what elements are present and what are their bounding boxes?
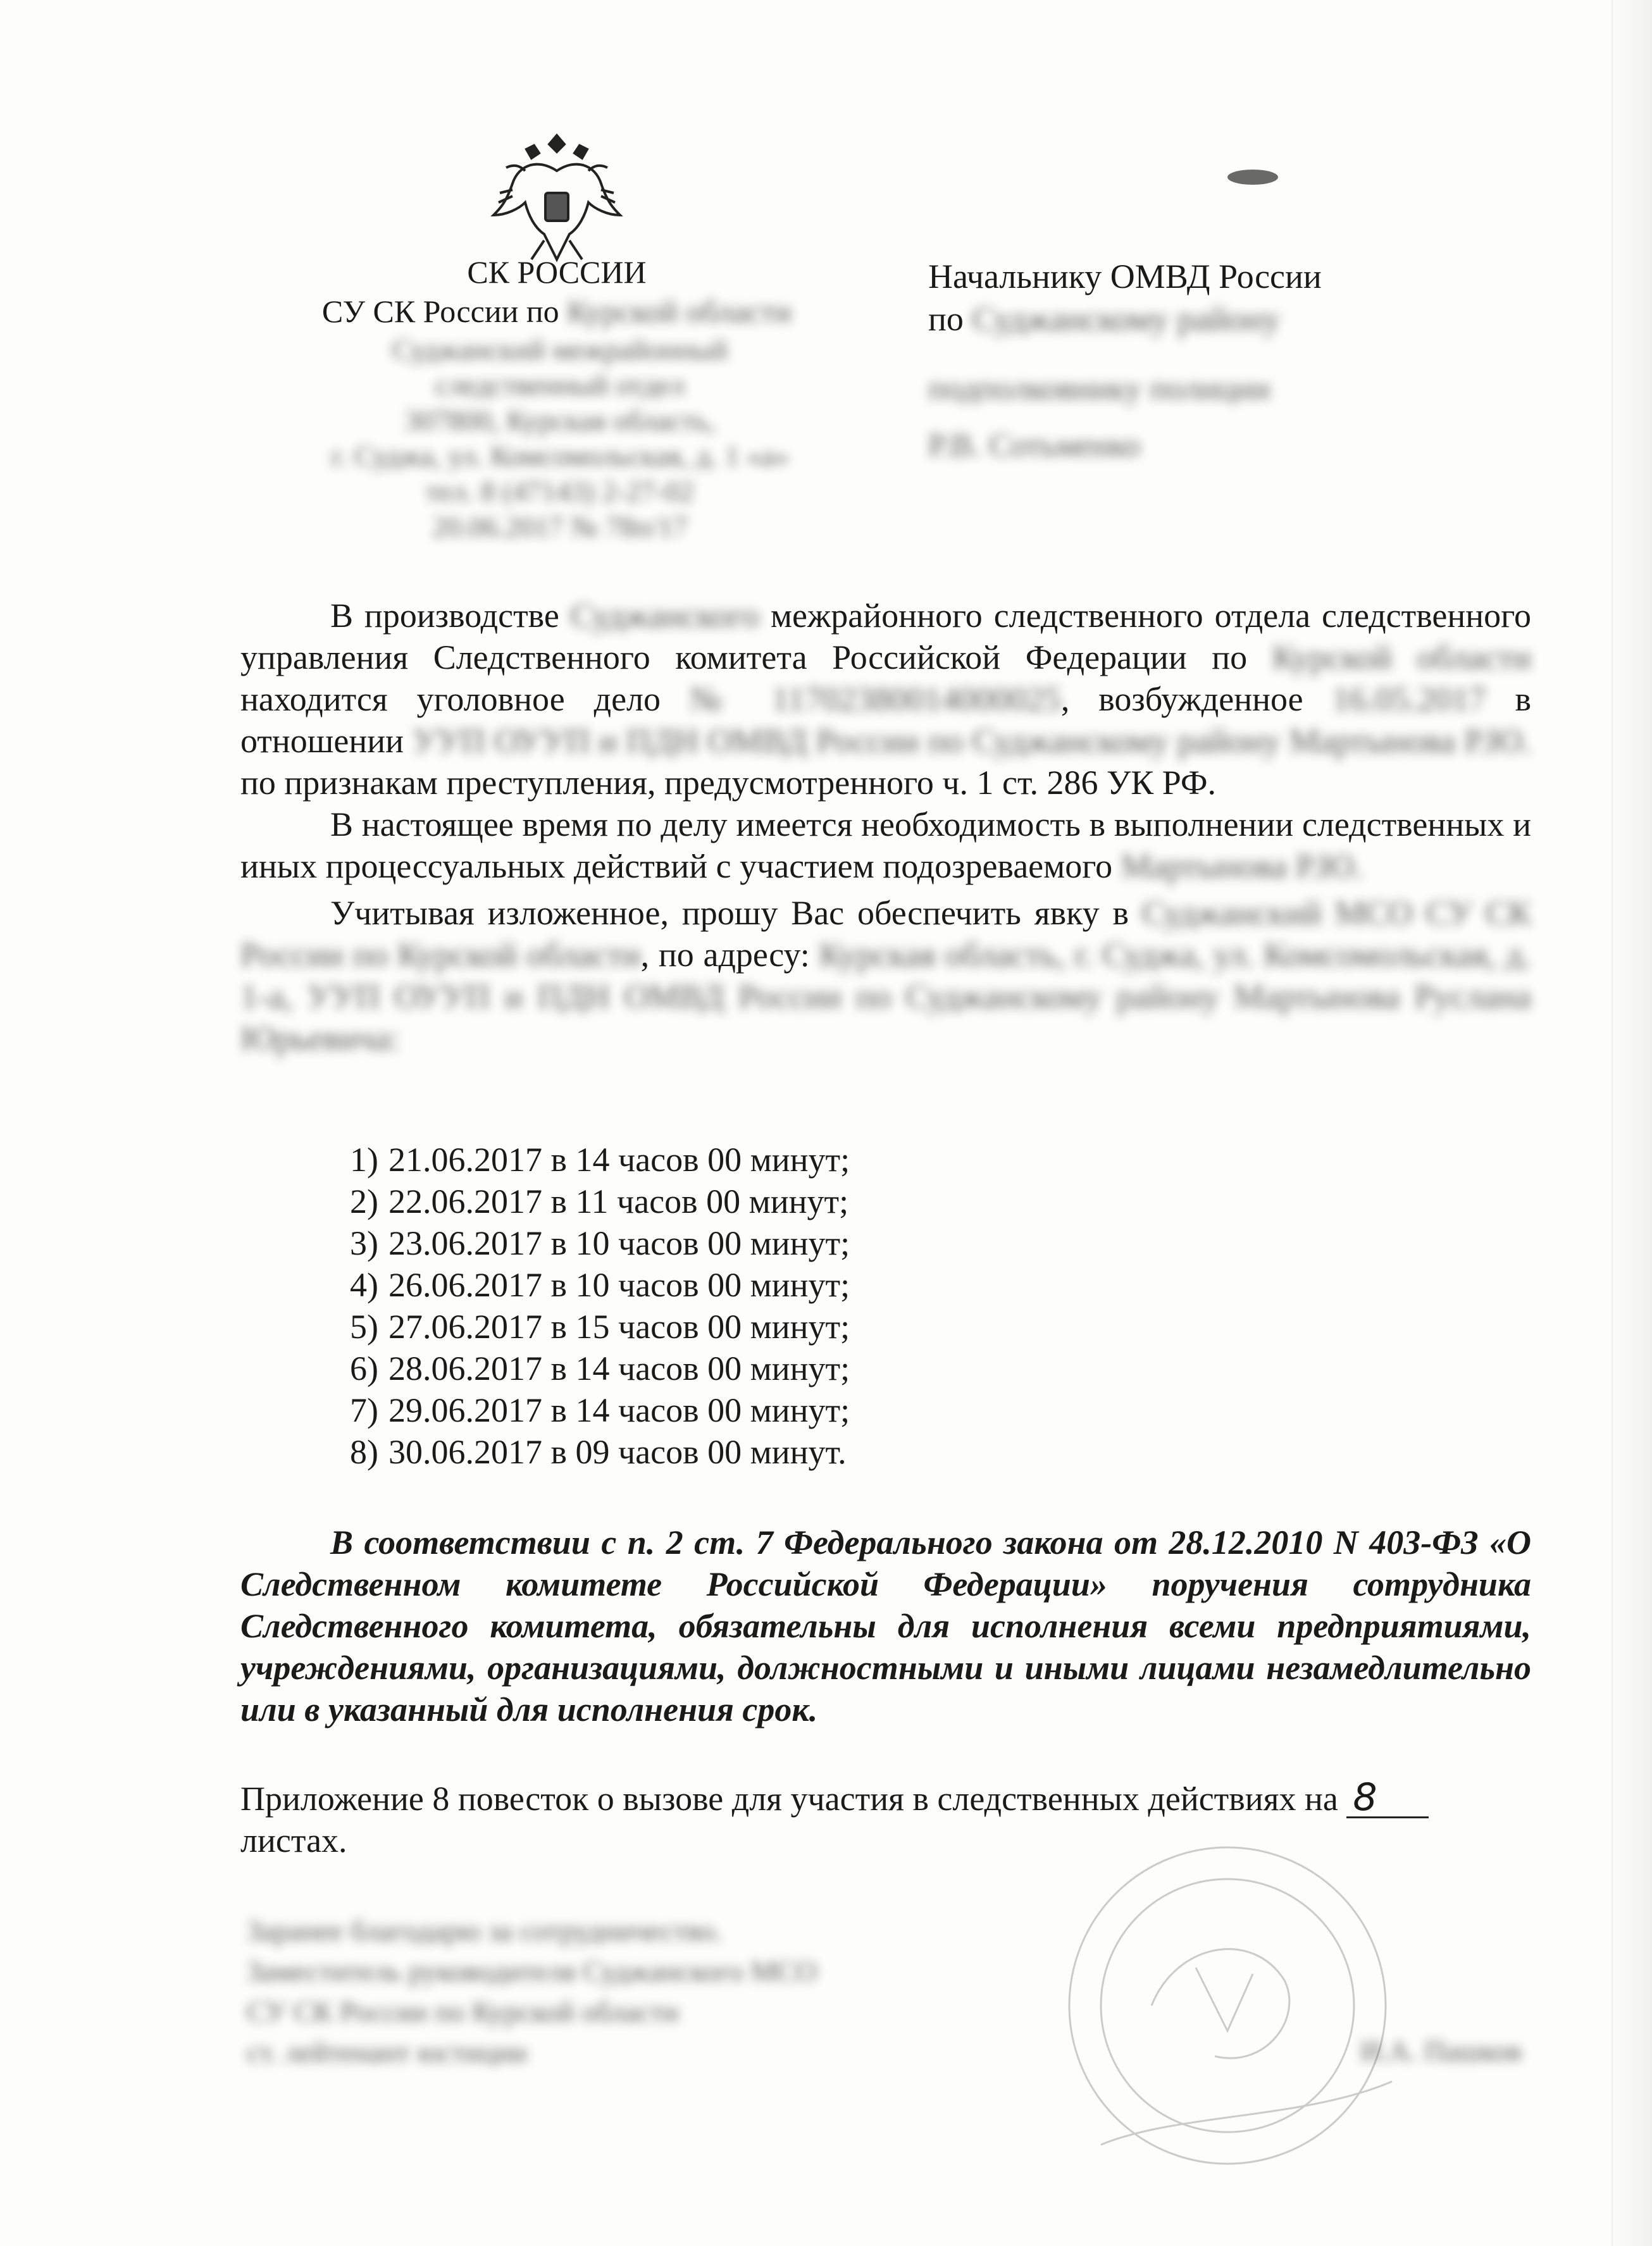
addressee-title: Начальнику ОМВД России	[928, 257, 1322, 295]
list-item: 5) 27.06.2017 в 15 часов 00 минут;	[350, 1308, 850, 1346]
org-title: СК РОССИИ	[467, 254, 647, 290]
list-item: 2) 22.06.2017 в 11 часов 00 минут;	[350, 1182, 849, 1220]
list-item: 7) 29.06.2017 в 14 часов 00 минут;	[350, 1391, 850, 1429]
signature-block-redacted: Заранее благодарю за сотрудничество. Заместитель руководителя Суджанского МСО СУ СК России по Курской области ст. лейтенант юстиции	[247, 1914, 817, 2068]
org-subtitle-redacted: Курской области	[567, 294, 792, 329]
list-item: 1) 21.06.2017 в 14 часов 00 минут;	[350, 1141, 850, 1179]
org-details-redacted	[316, 332, 804, 545]
addressee-region	[928, 299, 1280, 339]
page-edge-line	[1612, 0, 1613, 2246]
paragraph-case: В производстве Суджанского межрайонного следственного отдела следственного управления Следственного комитета Российской Федерации по Курской области находится уголовное дело № 11702380014000025, возбужденное 16.05.2017 в отношении УУП ОУУП и ПДН ОМВД России по Суджанскому району Мартынова Р.Ю. по признакам преступления, предусмотренного ч. 1 ст. 286 УК РФ.	[240, 597, 1532, 802]
coat-of-arms-emblem	[487, 133, 626, 269]
signer-name-redacted: И.А. Пашков	[1360, 2035, 1522, 2067]
addressee-rank: подполковнику полиции	[928, 371, 1270, 407]
handwritten-sheet-count: 8	[1346, 1778, 1429, 1818]
org-subtitle	[272, 292, 842, 330]
ink-smudge-mark	[1221, 164, 1284, 190]
page-edge-shadow	[1608, 0, 1652, 2246]
list-item: 3) 23.06.2017 в 10 часов 00 минут;	[350, 1224, 850, 1262]
org-detail-line: Суджанский межрайонный	[392, 333, 728, 366]
addressee-name: Р.В. Сотьменко	[928, 428, 1140, 464]
addressee-region-prefix: по	[928, 300, 964, 338]
list-item: 8) 30.06.2017 в 09 часов 00 минут.	[350, 1433, 847, 1471]
addressee-region-redacted: Суджанскому району	[972, 300, 1281, 338]
addressee-name-redacted	[928, 361, 1270, 475]
org-detail-line: 307800, Курская область,	[404, 404, 716, 437]
org-detail-line: следственный отдел	[435, 369, 685, 401]
paragraph-necessity: В настоящее время по делу имеется необходимость в выполнении следственных и иных процессуальных действий с участием подозреваемого Мартынова Р.Ю.	[240, 805, 1531, 885]
paragraph-request: Учитывая изложенное, прошу Вас обеспечить явку в Суджанский МСО СУ СК России по Курской области, по адресу: Курская область, г. Суджа, ул. Комсомольская, д. 1-а, УУП ОУУП и ПДН ОМВД России по Суджанскому району Мартынова Руслана Юрьевича:	[240, 894, 1532, 1057]
org-detail-line: 20.06.2017 № 78п/17	[432, 511, 688, 543]
schedule-list	[329, 1139, 850, 1473]
legal-notice: В соответствии с п. 2 ст. 7 Федерального закона от 28.12.2010 N 403-ФЗ «О Следственном комитете Российской Федерации» поручения сотрудника Следственного комитета, обязательны для исполнения всеми предприятиями, учреждениями, организациями, должностными и иными лицами незамедлительно или в указанный для исполнения срок.	[240, 1523, 1531, 1728]
list-item: 6) 28.06.2017 в 14 часов 00 минут;	[350, 1349, 850, 1387]
org-detail-line: г. Суджа, ул. Комсомольская, д. 1 «а»	[331, 440, 789, 472]
appendix-note: Приложение 8 повесток о вызове для участия в следственных действиях на 8 листах.	[240, 1778, 1569, 1861]
org-subtitle-prefix: СУ СК России по	[321, 294, 559, 329]
list-item: 4) 26.06.2017 в 10 часов 00 минут;	[350, 1266, 850, 1304]
letter-body	[240, 595, 1531, 1059]
org-detail-line: тел. 8 (47143) 2-27-02	[426, 475, 694, 507]
